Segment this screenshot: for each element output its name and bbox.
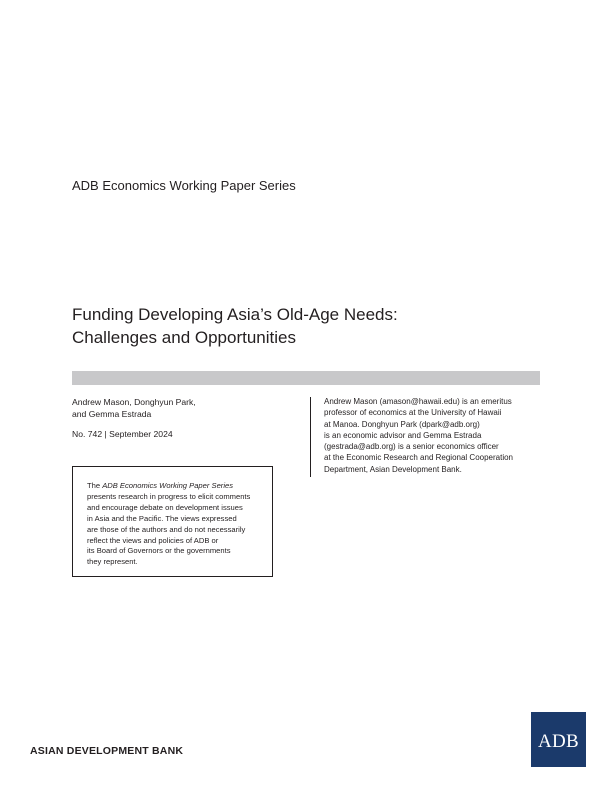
issue-info: No. 742 | September 2024 [72,429,173,439]
disclaimer-series-name: ADB Economics Working Paper Series [102,481,234,490]
disclaimer-line-1 [87,481,262,492]
adb-logo [531,712,586,767]
authors-line-2: and Gemma Estrada [72,408,152,419]
affiliation-line: Andrew Mason (amason@hawaii.edu) is an emeritus [324,397,512,406]
paper-title-line-2: Challenges and Opportunities [72,328,296,347]
adb-logo-text: ADB [537,730,579,752]
disclaimer-prefix: The [87,481,103,490]
authors [72,397,196,420]
vertical-divider [310,397,311,477]
publisher-name: ASIAN DEVELOPMENT BANK [30,745,184,757]
disclaimer-line: its Board of Governors or the governments [87,546,231,556]
disclaimer-line: presents research in progress to elicit comments [87,491,251,501]
disclaimer-line: and encourage debate on development issues [87,502,243,512]
paper-title-line-1: Funding Developing Asia’s Old-Age Needs: [72,305,398,324]
disclaimer-line: are those of the authors and do not necessarily [87,524,246,534]
affiliation-line: at the Economic Research and Regional Cooperation [324,453,514,463]
paper-title [72,303,398,349]
affiliation-line: professor of economics at the University of Hawaii [324,408,502,418]
affiliation-line: (gestrada@adb.org) is a senior economics officer [324,442,499,452]
series-name: ADB Economics Working Paper Series [72,178,296,193]
authors-line-1: Andrew Mason, Donghyun Park, [72,397,196,407]
disclaimer-line: they represent. [87,557,138,567]
author-affiliations [324,396,544,475]
disclaimer-box [72,466,273,577]
divider-bar [72,371,540,385]
disclaimer-line: reflect the views and policies of ADB or [87,535,219,545]
affiliation-line: is an economic advisor and Gemma Estrada [324,430,482,440]
affiliation-line: Department, Asian Development Bank. [324,464,462,474]
disclaimer-line: in Asia and the Pacific. The views expressed [87,513,237,523]
affiliation-line: at Manoa. Donghyun Park (dpark@adb.org) [324,419,480,429]
